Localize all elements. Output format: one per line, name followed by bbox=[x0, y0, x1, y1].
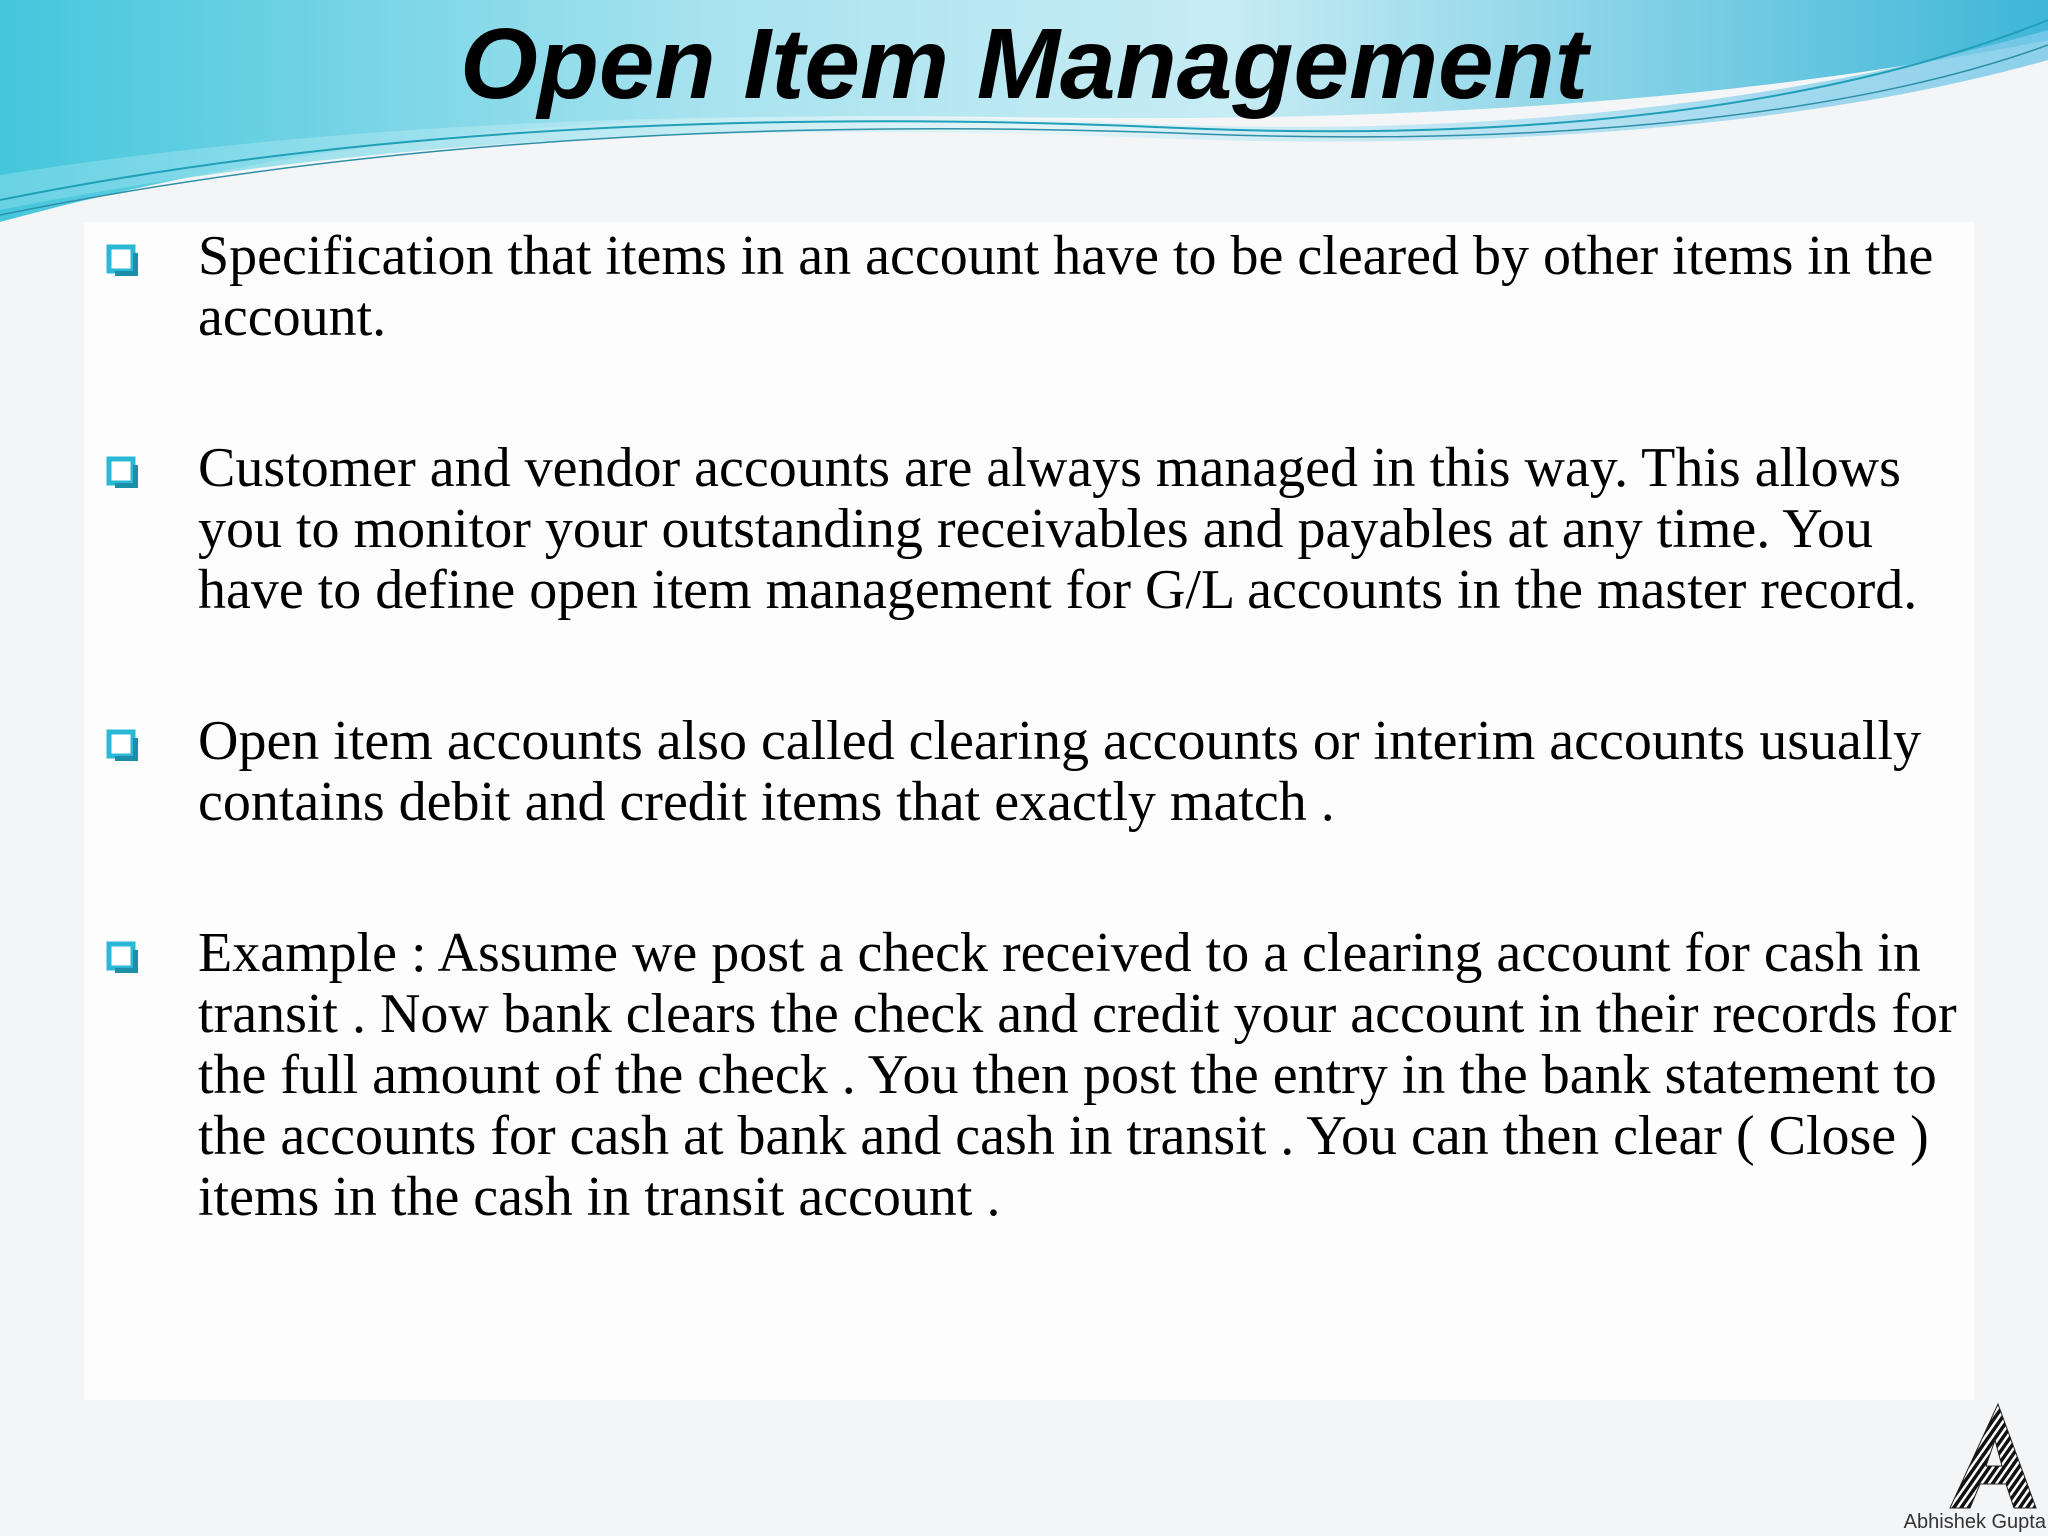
bullet-item bbox=[106, 226, 1986, 348]
slide-title: Open Item Management bbox=[460, 8, 1588, 120]
hollow-square-bullet-icon bbox=[106, 729, 142, 765]
bullet-item bbox=[106, 923, 1986, 1228]
hollow-square-bullet-icon bbox=[106, 941, 142, 977]
hollow-square-bullet-icon bbox=[106, 244, 142, 280]
bullet-item bbox=[106, 711, 1986, 833]
hollow-square-bullet-icon bbox=[106, 456, 142, 492]
bullet-item bbox=[106, 438, 1986, 621]
bullet-text: Example : Assume we post a check received to a clearing account for cash in transit . Now bank clears the check and credit your account in their records for the full amount of the check . You then post the entry in the bank statement to the accounts for cash at bank and cash in transit . You can then clear ( Close ) items in the cash in transit account . bbox=[198, 922, 1957, 1228]
logo-text: Abhishek Gupta bbox=[1903, 1511, 2046, 1533]
bullet-list bbox=[106, 226, 1986, 1228]
bullet-text: Open item accounts also called clearing accounts or interim accounts usually contains debit and credit items that exactly match . bbox=[198, 710, 1921, 833]
bullet-text: Customer and vendor accounts are always managed in this way. This allows you to monitor your outstanding receivables and payables at any time. You have to define open item management for G/L accounts in the master record. bbox=[198, 437, 1918, 621]
bullet-text: Specification that items in an account have to be cleared by other items in the account. bbox=[198, 225, 1934, 348]
